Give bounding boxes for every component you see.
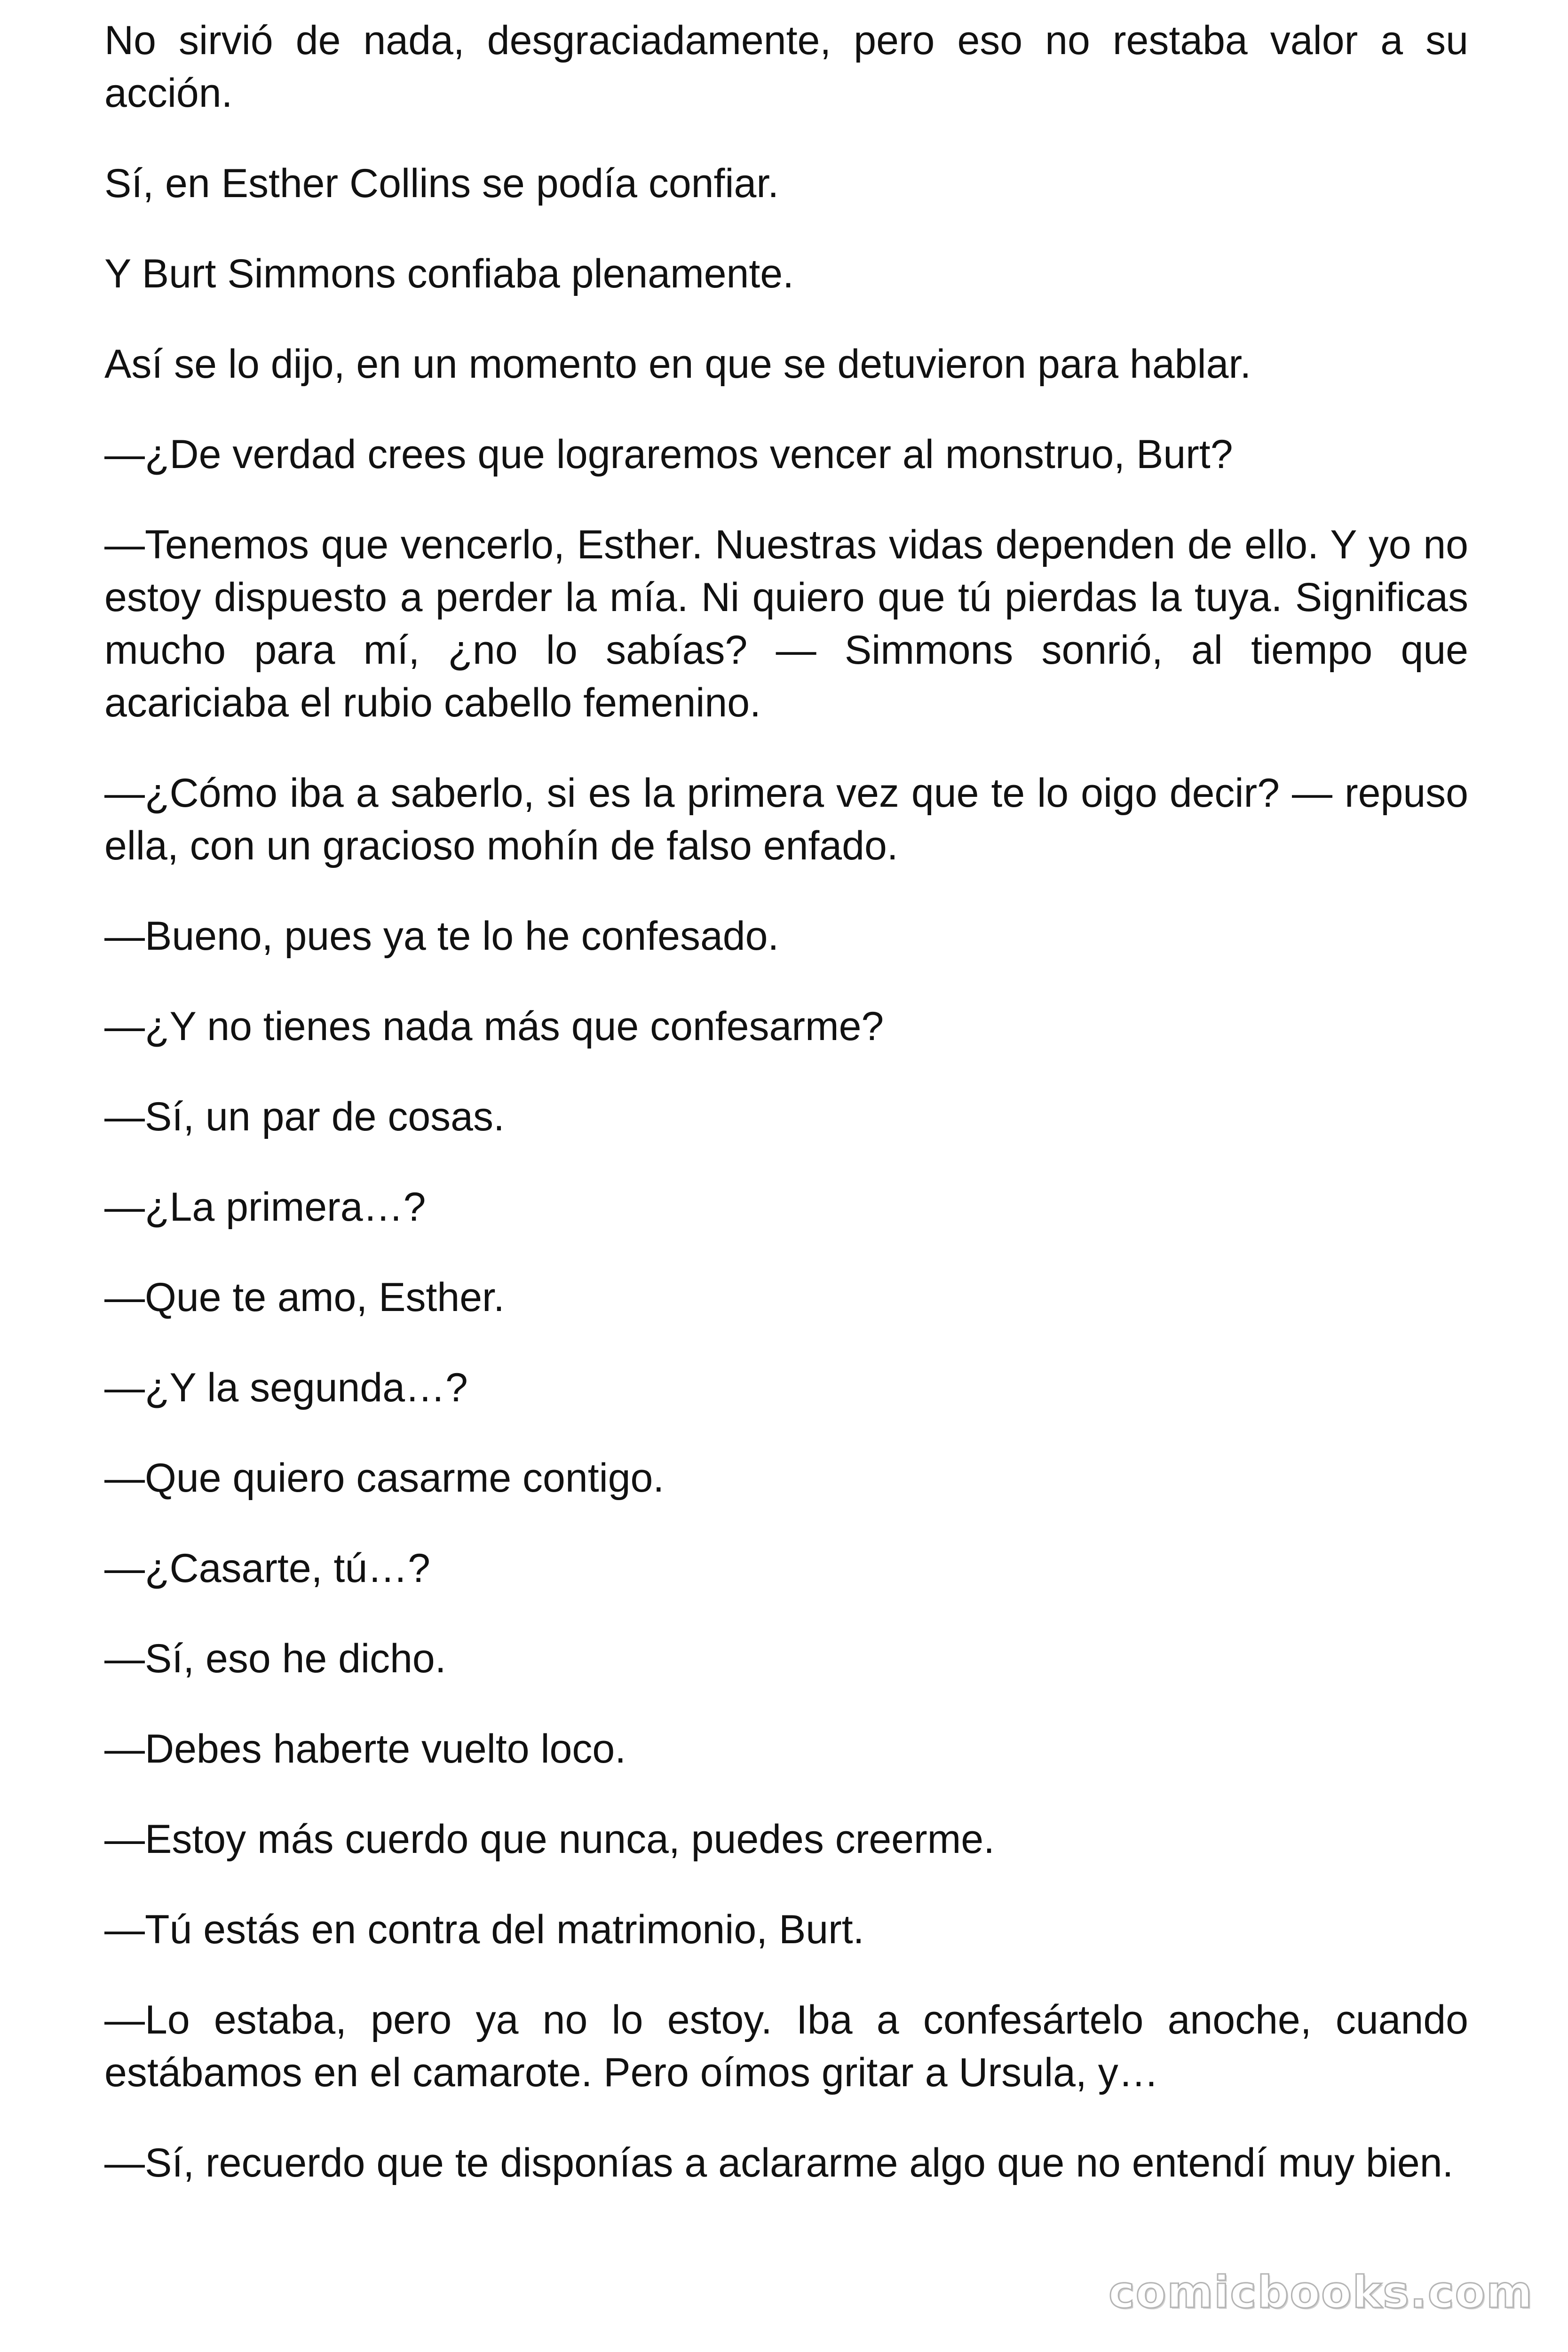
dialogue-line: —¿De verdad crees que lograremos vencer al monstruo, Burt? [104, 432, 1233, 477]
dialogue-line: —Bueno, pues ya te lo he confesado. [104, 914, 779, 959]
page-text-body [104, 14, 1468, 2227]
paragraph: Así se lo dijo, en un momento en que se detuvieron para hablar. [104, 342, 1251, 387]
dialogue-line: —Lo estaba, pero ya no lo estoy. Iba a confesártelo anoche, cuando estábamos en el camarote. Pero oímos gritar a Ursula, y… [104, 1997, 1468, 2095]
paragraph: No sirvió de nada, desgraciadamente, pero eso no restaba valor a su acción. [104, 18, 1468, 116]
dialogue-line: —Que te amo, Esther. [104, 1275, 505, 1320]
watermark-logo: comicbooks.com [1108, 2267, 1533, 2318]
dialogue-line: —Sí, recuerdo que te disponías a aclararme algo que no entendí muy bien. [104, 2140, 1454, 2185]
paragraph: Sí, en Esther Collins se podía confiar. [104, 161, 779, 206]
dialogue-line: —Tenemos que vencerlo, Esther. Nuestras vidas dependen de ello. Y yo no estoy dispuesto a perder la mía. Ni quiero que tú pierdas la tuya. Significas mucho para mí, ¿no lo sabías? — Simmons sonrió, al tiempo que acariciaba el rubio cabello femenino. [104, 522, 1468, 725]
dialogue-line: —Sí, eso he dicho. [104, 1636, 446, 1681]
dialogue-line: —¿La primera…? [104, 1184, 426, 1230]
dialogue-line: —Debes haberte vuelto loco. [104, 1726, 626, 1772]
dialogue-line: —Sí, un par de cosas. [104, 1094, 505, 1139]
dialogue-line: —¿Y no tienes nada más que confesarme? [104, 1004, 884, 1049]
dialogue-line: —Que quiero casarme contigo. [104, 1455, 665, 1501]
dialogue-line: —¿Cómo iba a saberlo, si es la primera vez que te lo oigo decir? — repuso ella, con un gracioso mohín de falso enfado. [104, 771, 1468, 868]
paragraph: Y Burt Simmons confiaba plenamente. [104, 251, 794, 296]
dialogue-line: —Tú estás en contra del matrimonio, Burt. [104, 1907, 864, 1952]
dialogue-line: —¿Y la segunda…? [104, 1365, 468, 1410]
dialogue-line: —Estoy más cuerdo que nunca, puedes creerme. [104, 1817, 995, 1862]
dialogue-line: —¿Casarte, tú…? [104, 1546, 430, 1591]
